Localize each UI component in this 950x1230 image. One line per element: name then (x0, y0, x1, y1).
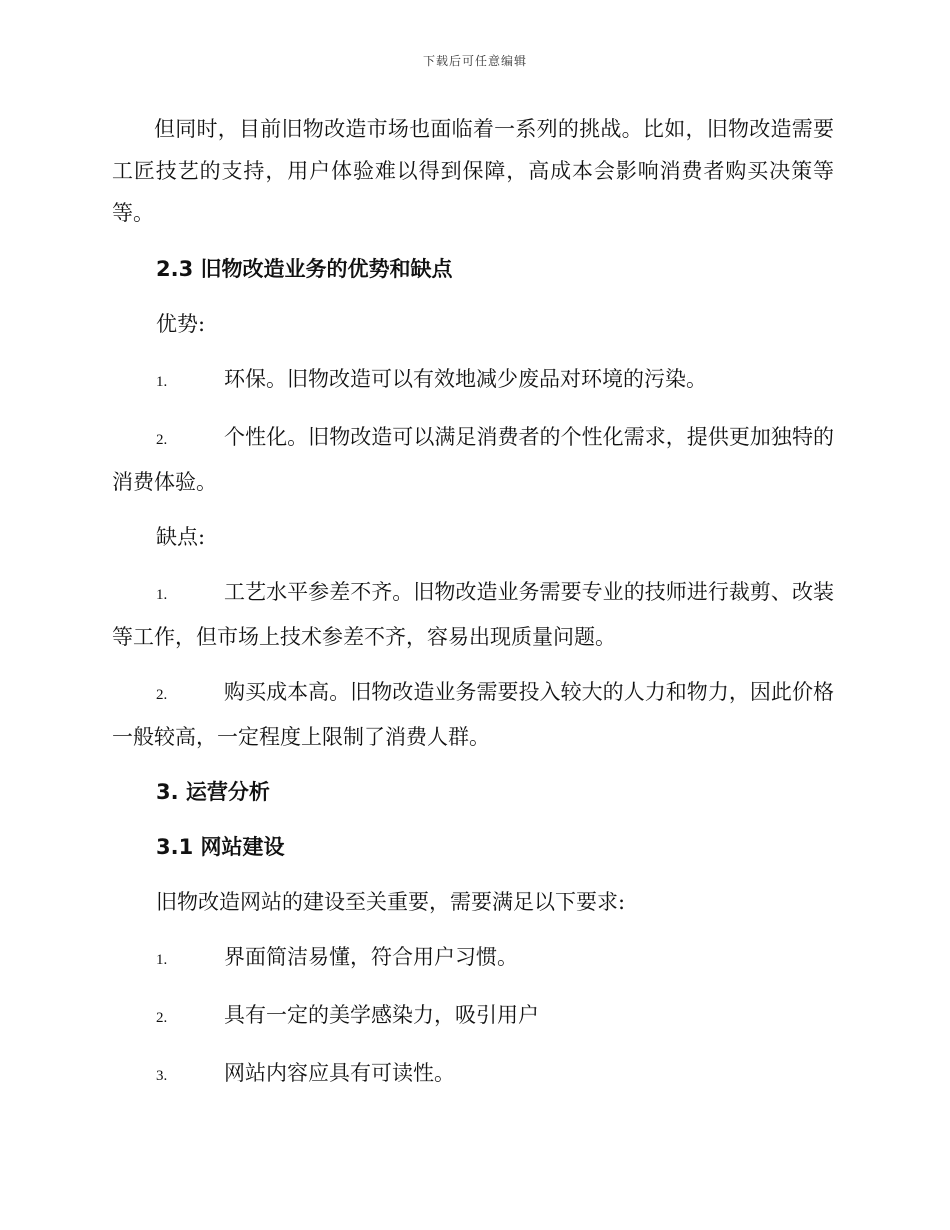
list-item-requirement-3 (112, 1052, 834, 1097)
list-item-advantage-2 (112, 416, 834, 503)
intro-paragraph: 但同时，目前旧物改造市场也面临着一系列的挑战。比如，旧物改造需要工匠技艺的支持，用户体验难以得到保障，高成本会影响消费者购买决策等等。 (112, 117, 834, 225)
list-item-disadvantage-1 (112, 571, 834, 658)
document-body (112, 108, 834, 1110)
section-heading-3-1: 3.1 网站建设 (156, 835, 285, 859)
section-heading-3: 3. 运营分析 (156, 780, 270, 804)
website-requirements-intro: 旧物改造网站的建设至关重要，需要满足以下要求: (156, 890, 626, 914)
list-item-advantage-1 (112, 358, 834, 403)
list-item-disadvantage-2 (112, 671, 834, 758)
list-item-requirement-1 (112, 936, 834, 981)
list-item-text: 工艺水平参差不齐。旧物改造业务需要专业的技师进行裁剪、改装等工作，但市场上技术参差不齐，容易出现质量问题。 (112, 580, 834, 649)
list-item-text: 购买成本高。旧物改造业务需要投入较大的人力和物力，因此价格一般较高，一定程度上限制了消费人群。 (112, 680, 834, 749)
list-item-text: 网站内容应具有可读性。 (224, 1061, 455, 1085)
list-item-text: 界面简洁易懂，符合用户习惯。 (224, 945, 518, 969)
disadvantages-label: 缺点: (156, 525, 206, 549)
list-number: 3. (156, 1068, 168, 1084)
list-item-text: 具有一定的美学感染力，吸引用户 (224, 1003, 539, 1027)
list-number: 1. (156, 374, 168, 390)
page-header: 下载后可任意编辑 (422, 54, 527, 68)
list-item-text: 环保。旧物改造可以有效地减少废品对环境的污染。 (224, 367, 707, 391)
list-item-text: 个性化。旧物改造可以满足消费者的个性化需求，提供更加独特的消费体验。 (112, 425, 834, 494)
list-number: 1. (156, 587, 168, 603)
list-number: 1. (156, 952, 168, 968)
section-heading-2-3: 2.3 旧物改造业务的优势和缺点 (156, 257, 453, 281)
list-item-requirement-2 (112, 994, 834, 1039)
list-number: 2. (156, 1010, 168, 1026)
advantages-label: 优势: (156, 312, 206, 336)
list-number: 2. (156, 432, 168, 448)
list-number: 2. (156, 687, 168, 703)
